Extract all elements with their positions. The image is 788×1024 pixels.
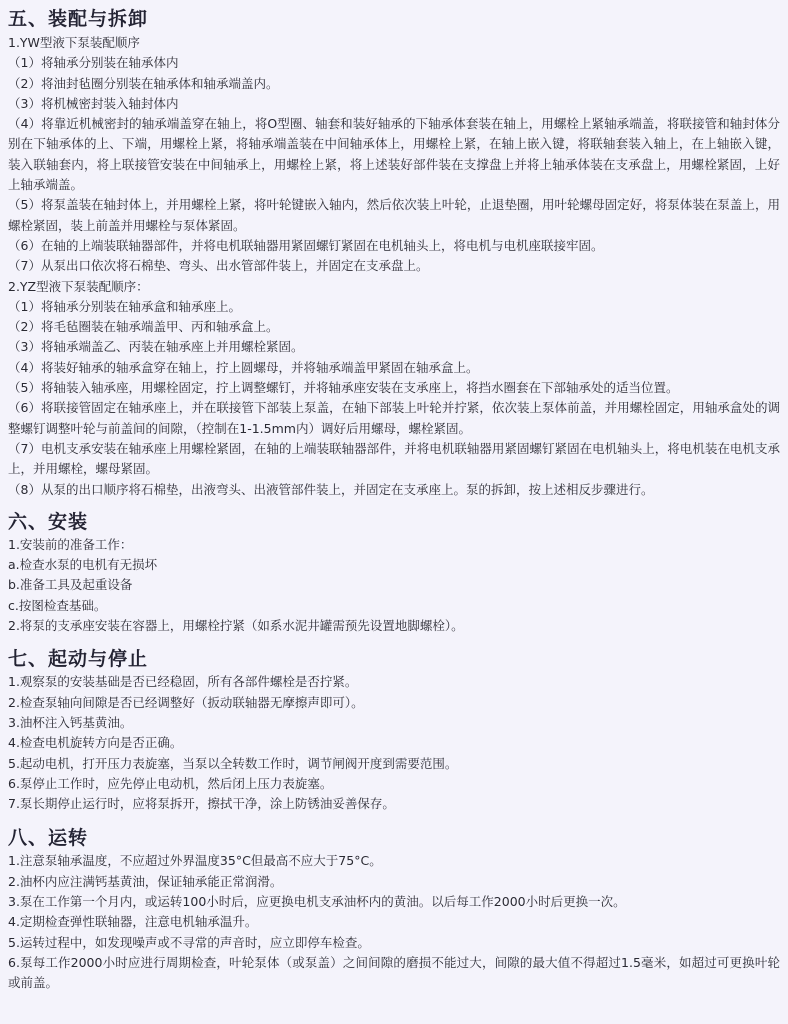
text-line: （7）电机支承安装在轴承座上用螺栓紧固，在轴的上端装联轴器部件，并将电机联轴器用紧固螺钉紧固在电机轴头上，将电机装在电机支承上，并用螺栓，螺母紧固。 [8, 440, 780, 477]
section-title: 七、起动与停止 [8, 648, 149, 671]
text-line: （8）从泵的出口顺序将石棉垫，出液弯头、出液管部件装上，并固定在支承座上。泵的拆卸，按上述相反步骤进行。 [8, 481, 654, 497]
text-line: 5.起动电机，打开压力表旋塞，当泵以全转数工作时，调节闸阀开度到需要范围。 [8, 755, 458, 771]
text-line: （2）将油封毡圈分别装在轴承体和轴承端盖内。 [8, 75, 279, 91]
text-line: 2.检查泵轴向间隙是否已经调整好（扳动联轴器无摩擦声即可）。 [8, 694, 364, 710]
text-line: （1）将轴承分别装在轴承体内 [8, 55, 179, 71]
text-line: 6.泵每工作2000小时应进行周期检查，叶轮泵体（或泵盖）之间间隙的磨损不能过大，间隙的最大值不得超过1.5毫米，如超过可更换叶轮或前盖。 [8, 954, 780, 991]
text-line: （7）从泵出口依次将石棉垫、弯头、出水管部件装上，并固定在支承盘上。 [8, 258, 429, 274]
text-line: 4.定期检查弹性联轴器，注意电机轴承温升。 [8, 914, 258, 930]
text-line: 4.检查电机旋转方向是否正确。 [8, 735, 183, 751]
text-line: 2.将泵的支承座安装在容器上，用螺栓拧紧（如系水泥井罐需预先设置地脚螺栓）。 [8, 618, 464, 634]
text-line: b.准备工具及起重设备 [8, 577, 133, 593]
text-line: （3）将机械密封装入轴封体内 [8, 95, 179, 111]
text-line: 2.油杯内应注满钙基黄油，保证轴承能正常润滑。 [8, 873, 283, 889]
text-line: （6）在轴的上端装联轴器部件，并将电机联轴器用紧固螺钉紧固在电机轴头上，将电机与电机座联接牢固。 [8, 237, 604, 253]
text-line: 3.油杯注入钙基黄油。 [8, 714, 133, 730]
text-line: （4）将靠近机械密封的轴承端盖穿在轴上，将O型圈、轴套和装好轴承的下轴承体套装在轴上，用螺栓上紧轴承端盖，将联接管和轴封体分别在下轴承体的上、下端，用螺栓上紧，将轴承端盖装在中间轴承体上，用螺栓上紧，在轴上嵌入键，将联轴套装入轴上，在上轴嵌入键，装入联轴套内，将上联接管安装在中间轴承上，用螺栓上紧，将上述装好部件装在支撑盘上并将上轴承体装在支承盘上，用螺栓紧固，上好上轴承端盖。 [8, 116, 780, 193]
section-title: 六、安装 [8, 510, 89, 533]
section-title: 五、装配与拆卸 [8, 8, 149, 30]
text-line: 7.泵长期停止运行时，应将泵拆开，擦拭干净，涂上防锈油妥善保存。 [8, 796, 395, 812]
text-line: 3.泵在工作第一个月内，或运转100小时后，应更换电机支承油杯内的黄油。以后每工作2000小时后更换一次。 [8, 893, 626, 909]
text-line: （5）将泵盖装在轴封体上，并用螺栓上紧，将叶轮键嵌入轴内，然后依次装上叶轮，止退垫圈，用叶轮螺母固定好，将泵体装在泵盖上，用螺栓紧固，装上前盖并用螺栓与泵体紧固。 [8, 197, 780, 233]
text-line: （4）将装好轴承的轴承盒穿在轴上，拧上圆螺母，并将轴承端盖甲紧固在轴承盒上。 [8, 359, 479, 375]
text-line: 1.YW型液下泵装配顺序 [8, 35, 140, 50]
text-line: 5.运转过程中，如发现噪声或不寻常的声音时，应立即停车检查。 [8, 934, 370, 950]
section-assembly [8, 6, 780, 500]
section-title: 八、运转 [8, 827, 89, 850]
text-line: （5）将轴装入轴承座，用螺栓固定，拧上调整螺钉，并将轴承座安装在支承座上，将挡水圈套在下部轴承处的适当位置。 [8, 380, 679, 396]
text-line: 2.YZ型液下泵装配顺序： [8, 278, 149, 294]
section-operation [8, 825, 780, 993]
text-line: 6.泵停止工作时，应先停止电动机，然后闭上压力表旋塞。 [8, 775, 333, 791]
text-line: （1）将轴承分别装在轴承盒和轴承座上。 [8, 298, 241, 314]
text-line: 1.注意泵轴承温度，不应超过外界温度35°C但最高不应大于75°C。 [8, 853, 382, 869]
text-line: （3）将轴承端盖乙、丙装在轴承座上并用螺栓紧固。 [8, 339, 304, 355]
text-line: 1.安装前的准备工作： [8, 536, 133, 552]
text-line: （6）将联接管固定在轴承座上，并在联接管下部装上泵盖，在轴下部装上叶轮并拧紧，依次装上泵体前盖，并用螺栓固定，用轴承盒处的调整螺钉调整叶轮与前盖间的间隙，（控制在1-1.5mm内）调好后用螺母，螺栓紧固。 [8, 400, 780, 436]
text-line: 1.观察泵的安装基础是否已经稳固，所有各部件螺栓是否拧紧。 [8, 674, 358, 690]
section-installation [8, 509, 780, 636]
text-line: （2）将毛毡圈装在轴承端盖甲、丙和轴承盒上。 [8, 319, 279, 335]
text-line: a.检查水泵的电机有无损坏 [8, 557, 158, 573]
text-line: c.按图检查基础。 [8, 597, 107, 613]
section-start-stop [8, 646, 780, 814]
